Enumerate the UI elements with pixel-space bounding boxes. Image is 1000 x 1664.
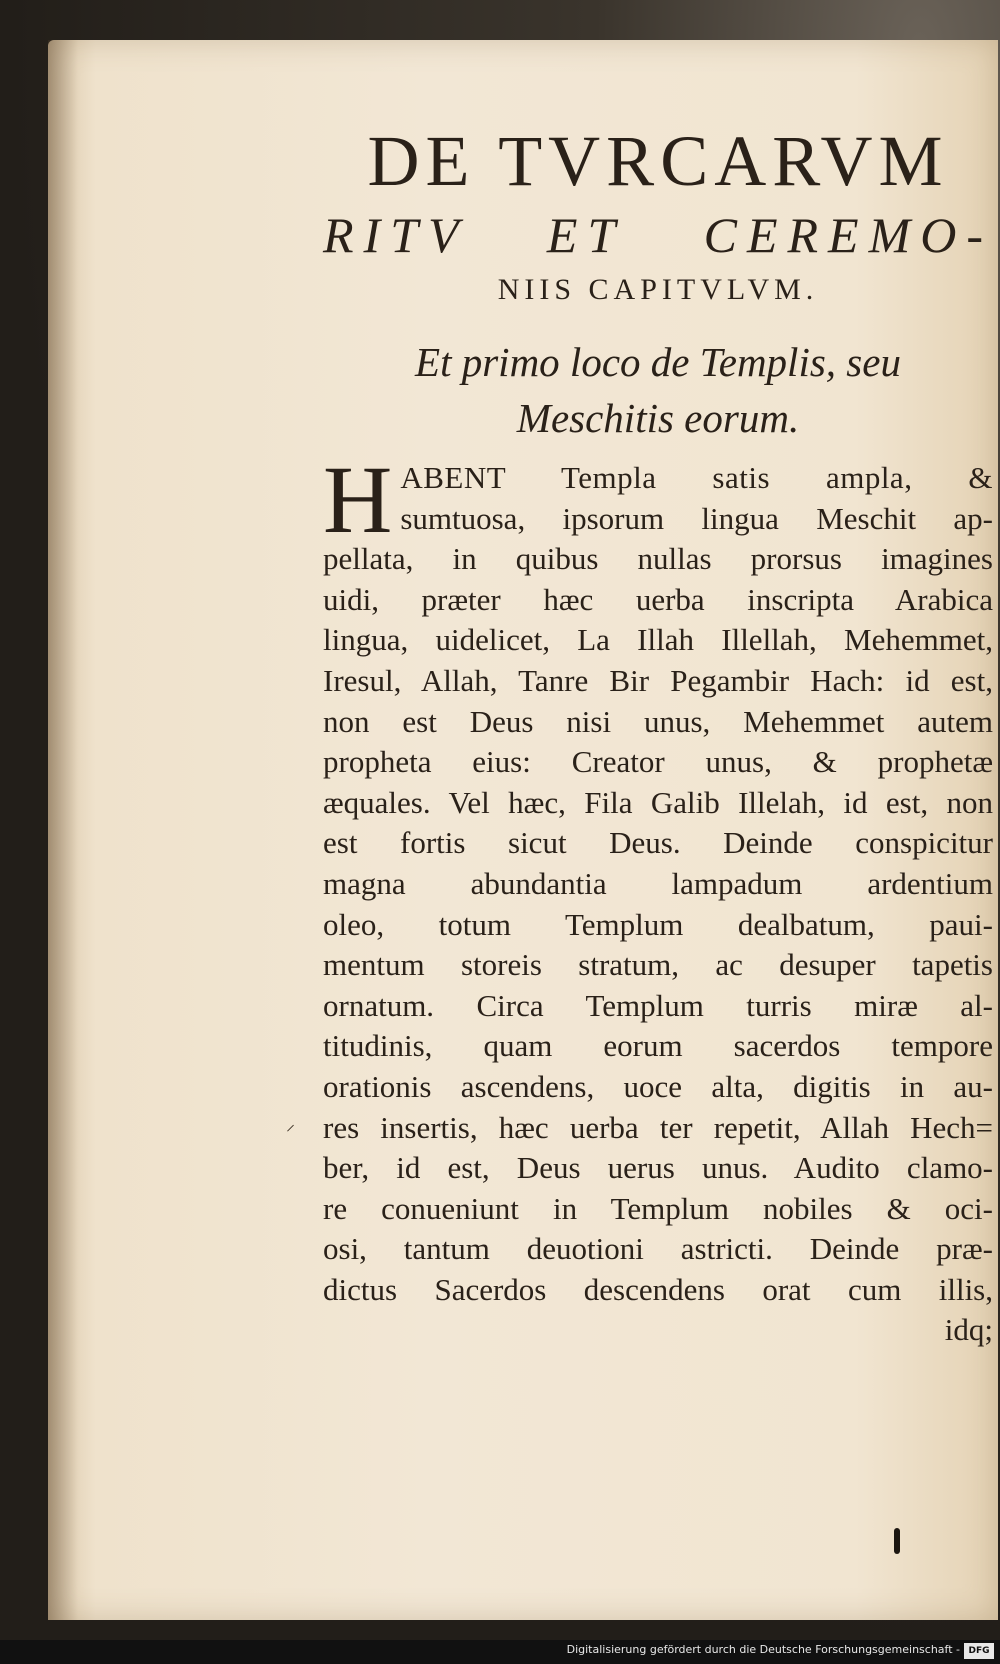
- body-line: est fortis sicut Deus. Deinde conspicitur: [323, 825, 993, 861]
- body-line: ABENT Templa satis ampla, &: [400, 460, 993, 495]
- body-line: dictus Sacerdos descendens orat cum illis,: [323, 1271, 993, 1307]
- body-line: propheta eius: Creator unus, & prophetæ: [323, 744, 993, 780]
- body-line: magna abundantia lampadum ardentium: [323, 865, 993, 901]
- body-line: uidi, præter hæc uerba inscripta Arabica: [323, 581, 993, 617]
- body-line: lingua, uidelicet, La Illah Illellah, Mehemmet,: [323, 622, 993, 658]
- body-line: æquales. Vel hæc, Fila Galib Illelah, id est, non: [323, 784, 993, 820]
- body-line: mentum storeis stratum, ac desuper tapetis: [323, 947, 993, 983]
- body-line: oleo, totum Templum dealbatum, paui-: [323, 906, 993, 942]
- ink-mark: ⸝: [286, 1114, 295, 1135]
- body-line: osi, tantum deuotioni astricti. Deinde præ-: [323, 1231, 993, 1267]
- book-page: [48, 40, 998, 1620]
- dfg-logo: DFG: [964, 1643, 994, 1659]
- body-line: non est Deus nisi unus, Mehemmet autem: [323, 703, 993, 739]
- subheading: [323, 334, 993, 446]
- drop-capital: H: [323, 446, 393, 553]
- heading-line-1: DE TVRCARVM: [367, 121, 949, 201]
- heading-line-2: RITV ET CEREMO-: [323, 207, 993, 263]
- body-line: sumtuosa, ipsorum lingua Meschit ap-: [400, 500, 993, 536]
- body-line: pellata, in quibus nullas prorsus imagines: [323, 541, 993, 577]
- body-line: ornatum. Circa Templum turris miræ al-: [323, 987, 993, 1023]
- body-line: orationis ascendens, uoce alta, digitis in au-: [323, 1068, 993, 1104]
- body-line: titudinis, quam eorum sacerdos tempore: [323, 1028, 993, 1064]
- text-block: [323, 120, 993, 1348]
- subheading-line-1: Et primo loco de Templis, seu: [415, 339, 901, 385]
- body-line: re conueniunt in Templum nobiles & oci-: [323, 1190, 993, 1226]
- funding-credit: Digitalisierung gefördert durch die Deutsche Forschungsgemeinschaft -: [566, 1643, 960, 1656]
- subheading-line-2: Meschitis eorum.: [516, 395, 800, 441]
- catchword: idq;: [944, 1312, 993, 1348]
- page-ink-mark: [894, 1528, 900, 1554]
- body-line: ber, id est, Deus uerus unus. Audito clamo-: [323, 1150, 993, 1186]
- binding-shadow: [48, 40, 78, 1620]
- body-line: Iresul, Allah, Tanre Bir Pegambir Hach: id est,: [323, 662, 993, 698]
- body-paragraph: [323, 446, 993, 1310]
- body-line: res insertis, hæc uerba ter repetit, Allah Hech=: [323, 1109, 993, 1145]
- heading-line-3: NIIS CAPITVLVM.: [497, 273, 819, 306]
